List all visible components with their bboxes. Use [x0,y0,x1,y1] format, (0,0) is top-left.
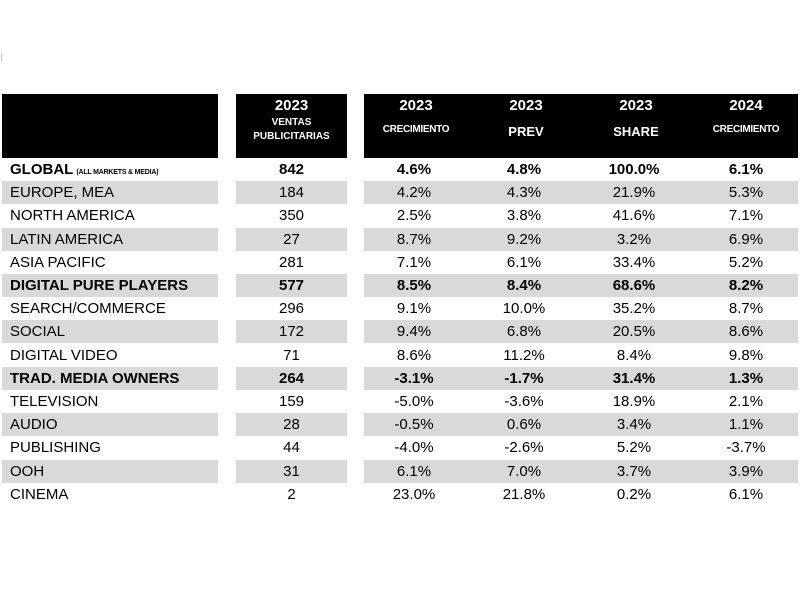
cell-ventas: 842 [278,161,305,178]
cell-name-tag: (ALL MARKETS & MEDIA) [76,169,159,176]
cell-ventas: 577 [278,277,305,294]
table-row [0,297,800,320]
cell-name-text: TRAD. MEDIA OWNERS [10,369,180,387]
cell-prev: 4.3% [506,184,542,202]
cell-crecimiento: 23.0% [392,485,436,503]
cell-ventas: 27 [283,230,300,248]
header-prev-label: PREV [508,124,544,139]
cell-crecimiento: 4.2% [396,184,432,202]
cell-share: 8.4% [616,346,652,364]
cell-ventas: 71 [283,346,300,364]
cell-name-text: CINEMA [10,485,69,503]
cell-ventas: 281 [278,253,305,271]
cell-name [10,347,118,365]
table-row [0,158,800,181]
cell-share: 31.4% [612,369,656,387]
cell-share: 3.4% [616,416,652,434]
cell-name [10,370,179,388]
cell-name-text: DIGITAL PURE PLAYERS [10,277,189,294]
cell-crecimiento: -3.1% [394,369,434,387]
cell-crecimiento: 9.4% [396,323,432,341]
cell-share: 35.2% [612,300,656,318]
cell-name-text: TELEVISION [10,393,99,410]
cell-share: 3.2% [616,230,652,248]
header-ventas-label-line2: PUBLICITARIAS [253,131,330,142]
cell-name [10,254,106,272]
cell-name [10,300,166,318]
table-row [0,181,800,204]
table-row [0,274,800,297]
table-row [0,228,800,251]
cell-name-text: OOH [10,462,45,480]
cell-crecimiento-2024: -3.7% [726,439,766,457]
cell-prev: -3.6% [504,393,544,410]
cell-name-text: LATIN AMERICA [10,230,124,248]
cell-prev: 6.1% [506,253,542,271]
cell-crecimiento: -0.5% [394,416,434,434]
cell-name [10,416,58,434]
table-row [0,251,800,274]
table-row [0,367,800,390]
cell-prev: 4.8% [506,161,542,178]
cell-prev: 3.8% [506,207,542,225]
table-row [0,436,800,459]
header-share-year: 2023 [619,97,653,114]
cell-ventas: 184 [278,184,305,202]
cell-share: 5.2% [616,439,652,457]
cell-crecimiento: 6.1% [396,462,432,480]
header-ventas-label-line1: VENTAS [271,117,312,128]
cell-crecimiento: 9.1% [396,300,432,318]
header-crecimiento-label: CRECIMIENTO [382,124,450,135]
cell-name [10,277,188,295]
cell-ventas: 172 [278,323,305,341]
table-row [0,390,800,413]
cell-prev: 10.0% [502,300,546,318]
cell-crecimiento: 4.6% [396,161,432,178]
table-row [0,344,800,367]
cell-crecimiento: 7.1% [396,253,432,271]
cell-name-text: NORTH AMERICA [10,207,135,225]
cell-prev: 6.8% [506,323,542,341]
cell-crecimiento: 2.5% [396,207,432,225]
header-name-block [2,94,218,158]
cell-prev: -2.6% [504,439,544,457]
cell-ventas: 296 [278,300,305,318]
cell-crecimiento-2024: 3.9% [728,462,764,480]
cell-ventas: 28 [283,416,300,434]
cell-prev: 21.8% [502,485,546,503]
cell-ventas: 44 [283,439,300,457]
cell-crecimiento-2024: 8.2% [728,277,764,294]
cell-share: 68.6% [612,277,656,294]
cell-ventas: 350 [278,207,305,225]
cell-crecimiento-2024: 5.3% [728,184,764,202]
header-crecimiento-2024-year: 2024 [729,97,763,114]
header-prev-year: 2023 [509,97,543,114]
cell-name [10,486,68,504]
cell-name-text: SOCIAL [10,323,66,341]
cell-share: 41.6% [612,207,656,225]
cell-prev: 9.2% [506,230,542,248]
cell-name [10,231,123,249]
cell-crecimiento-2024: 9.8% [728,346,764,364]
cell-name-text: EUROPE, MEA [10,184,115,202]
header-ventas-block [236,94,347,158]
cell-crecimiento: 8.5% [396,277,432,294]
header-ventas-label [236,116,347,144]
cell-share: 21.9% [612,184,656,202]
cell-prev: 0.6% [506,416,542,434]
header-ventas-year: 2023 [274,97,309,114]
cell-crecimiento-2024: 5.2% [728,253,764,271]
cell-crecimiento-2024: 7.1% [728,207,764,225]
cell-crecimiento: 8.6% [396,346,432,364]
cell-crecimiento-2024: 6.1% [728,161,764,178]
table-row [0,320,800,343]
cell-crecimiento-2024: 2.1% [728,393,764,410]
cell-crecimiento-2024: 1.3% [728,369,764,387]
header-crecimiento-year: 2023 [399,97,433,114]
table-row [0,413,800,436]
cell-crecimiento: -5.0% [394,393,434,410]
cell-prev: 11.2% [503,346,545,364]
cell-share: 0.2% [616,485,652,503]
cell-crecimiento-2024: 6.1% [728,485,764,503]
cell-prev: 8.4% [506,277,542,294]
table-row [0,460,800,483]
cell-crecimiento-2024: 6.9% [728,230,764,248]
cell-name-text: SEARCH/COMMERCE [10,300,166,318]
cell-crecimiento-2024: 8.7% [728,300,764,318]
cell-prev: 7.0% [506,462,542,480]
cell-ventas: 264 [278,369,305,387]
cell-name [10,439,101,457]
cell-name-text: ASIA PACIFIC [10,253,106,271]
cell-name [10,323,65,341]
cell-name-text: AUDIO [10,416,58,434]
cell-name [10,184,114,202]
cell-share: 18.9% [612,393,656,410]
cell-name [10,161,158,182]
cell-ventas: 159 [278,393,305,410]
cell-ventas: 2 [287,485,296,503]
cell-name [10,207,135,225]
cell-name-text: GLOBAL [10,161,74,178]
table-row [0,204,800,227]
cell-share: 100.0% [608,161,660,178]
cell-ventas: 31 [283,462,300,480]
cell-share: 33.4% [612,253,656,271]
cell-name [10,463,44,481]
cell-name-text: PUBLISHING [10,439,101,457]
cell-crecimiento-2024: 8.6% [728,323,764,341]
cell-crecimiento-2024: 1.1% [728,416,764,434]
cell-name [10,393,98,411]
cell-prev: -1.7% [504,369,544,387]
table-row [0,483,800,506]
cell-crecimiento: -4.0% [394,439,434,457]
cell-name-text: DIGITAL VIDEO [10,346,118,364]
cell-share: 3.7% [616,462,652,480]
cell-share: 20.5% [612,323,656,341]
cell-crecimiento: 8.7% [396,230,432,248]
header-crecimiento-2024-label: CRECIMIENTO [712,124,780,135]
header-metrics-block [364,94,798,158]
page-edge-mark [1,53,2,61]
header-share-label: SHARE [613,124,659,139]
